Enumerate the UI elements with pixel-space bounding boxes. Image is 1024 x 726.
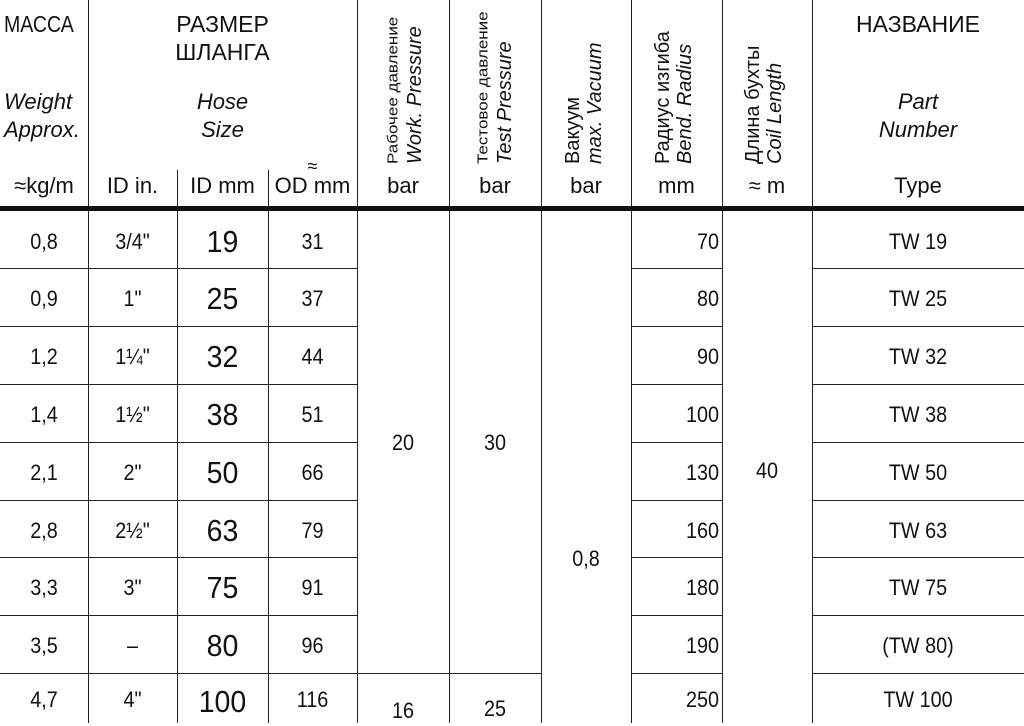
bend-cell: 190 [685,633,719,658]
col-divider [177,170,178,723]
type-cell: TW 100 [883,687,953,712]
type-cell: TW 38 [888,402,948,427]
id-mm-cell: 75 [206,570,239,605]
row-divider [812,673,1024,674]
part-header-en-2: Number [878,117,958,142]
id-mm-cell: 25 [206,281,239,316]
mass-cell: 1,4 [30,402,58,427]
row-divider [812,384,1024,385]
name-header-ru: НАЗВАНИЕ [856,11,980,37]
id-mm-cell: 63 [206,513,239,548]
unit-mass: ≈kg/m [14,173,74,198]
id-in-cell: 1" [123,286,142,311]
od-mm-cell: 66 [301,460,324,485]
row-divider [0,500,357,501]
unit-coil: ≈ m [748,173,786,198]
od-mm-cell: 79 [301,518,324,543]
test-pressure-en: Test Pressure [494,41,516,164]
mass-cell: 0,9 [30,286,58,311]
size-header-ru-1: РАЗМЕР [176,11,269,37]
col-divider [541,0,542,723]
row-divider [812,268,1024,269]
row-divider [631,615,722,616]
row-divider [631,268,722,269]
unit-id-in: ID in. [106,173,159,198]
mass-cell: 4,7 [30,687,58,712]
id-in-cell: 1¼" [115,344,150,369]
id-in-cell: 2" [123,460,142,485]
row-divider [0,384,357,385]
coil-ru: Длина бухты [742,45,764,164]
hose-header-en-2: Size [201,117,244,142]
mass-cell: 2,1 [30,460,58,485]
work-pressure-value: 20 [391,430,415,455]
work-pressure-last-value: 16 [391,698,415,723]
row-divider [0,557,357,558]
row-divider [812,326,1024,327]
row-divider [631,442,722,443]
id-in-cell: 1½" [115,402,150,427]
coil-header [742,4,786,164]
row-divider [812,557,1024,558]
bend-cell: 130 [685,460,719,485]
vacuum-header [562,4,606,164]
unit-od-approx: ≈ [307,156,318,176]
id-in-cell: – [126,633,139,658]
type-cell: (TW 80) [882,633,954,658]
type-cell: TW 50 [888,460,948,485]
bend-en: Bend. Radius [674,43,696,164]
unit-vacuum: bar [570,173,602,198]
weight-header-en-1: Weight [4,89,73,114]
unit-work-pressure: bar [387,173,419,198]
mass-cell: 3,3 [30,575,58,600]
mass-cell: 2,8 [30,518,58,543]
id-in-cell: 3" [123,575,142,600]
mass-cell: 1,2 [30,344,58,369]
header-separator [0,206,1024,211]
row-divider [812,442,1024,443]
unit-od-mm: OD mm [274,173,351,198]
id-mm-cell: 19 [206,224,239,259]
test-pressure-header [472,4,516,164]
row-divider [0,673,357,674]
id-mm-cell: 38 [206,397,239,432]
weight-header-en-2: Approx. [4,117,80,142]
size-header-ru-2: ШЛАНГА [175,39,270,65]
row-divider [631,557,722,558]
vacuum-ru: Вакуум [562,97,584,164]
row-divider [0,326,357,327]
type-cell: TW 63 [888,518,948,543]
id-in-cell: 4" [123,687,142,712]
od-mm-cell: 91 [301,575,324,600]
mass-header-ru: МАССА [4,11,74,37]
coil-en: Coil Length [764,62,786,164]
type-cell: TW 25 [888,286,948,311]
od-mm-cell: 31 [301,229,324,254]
type-cell: TW 19 [888,229,948,254]
row-divider [631,326,722,327]
row-divider [357,673,541,674]
work-pressure-ru: Рабочее давление [384,16,401,164]
id-in-cell: 3/4" [115,229,150,254]
od-mm-cell: 37 [301,286,324,311]
unit-bend: mm [658,173,695,198]
bend-cell: 80 [696,286,719,311]
id-in-cell: 2½" [115,518,150,543]
bend-ru: Радиус изгиба [652,31,674,164]
work-pressure-header [382,4,426,164]
test-pressure-last-value: 25 [483,696,507,721]
test-pressure-ru: Тестовое давление [474,11,491,164]
bend-header [652,4,696,164]
row-divider [0,268,357,269]
od-mm-cell: 96 [301,633,324,658]
id-mm-cell: 50 [206,455,239,490]
unit-test-pressure: bar [479,173,511,198]
vacuum-en: max. Vacuum [584,42,606,164]
mass-cell: 3,5 [30,633,58,658]
type-cell: TW 32 [888,344,948,369]
hose-header-en-1: Hose [196,89,249,114]
test-pressure-value: 30 [483,430,507,455]
row-divider [631,500,722,501]
vacuum-value: 0,8 [572,546,600,571]
id-mm-cell: 80 [206,628,239,663]
work-pressure-en: Work. Pressure [404,26,426,164]
od-mm-cell: 44 [301,344,324,369]
col-divider [357,0,358,723]
row-divider [812,500,1024,501]
col-divider [722,0,723,723]
bend-cell: 70 [696,229,719,254]
bend-cell: 160 [685,518,719,543]
coil-length-value: 40 [755,458,779,483]
id-mm-cell: 100 [198,684,247,719]
bend-cell: 100 [685,402,719,427]
od-mm-cell: 51 [301,402,324,427]
unit-id-mm: ID mm [190,173,255,198]
row-divider [0,615,357,616]
bend-cell: 180 [685,575,719,600]
row-divider [0,442,357,443]
part-header-en-1: Part [897,89,939,114]
col-divider [449,0,450,723]
unit-type: Type [894,173,942,198]
row-divider [812,615,1024,616]
mass-cell: 0,8 [30,229,58,254]
col-divider [268,170,269,723]
od-mm-cell: 116 [296,687,329,712]
type-cell: TW 75 [888,575,948,600]
bend-cell: 90 [696,344,719,369]
bend-cell: 250 [685,687,719,712]
row-divider [631,673,722,674]
id-mm-cell: 32 [206,339,239,374]
row-divider [631,384,722,385]
